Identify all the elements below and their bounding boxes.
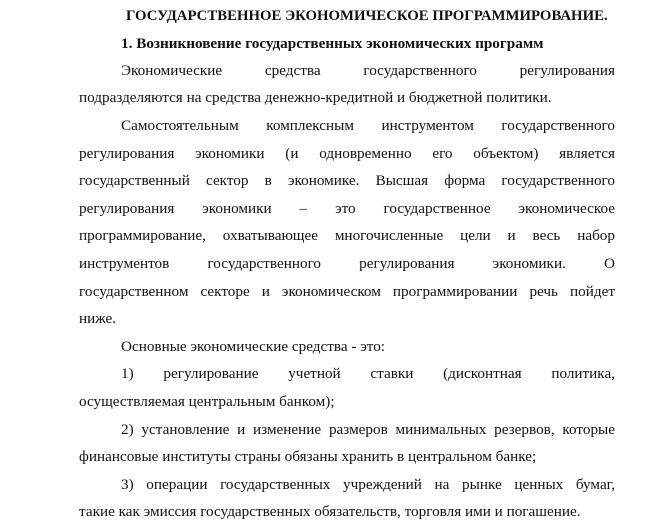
list-item-1-line-2: осуществляемая центральным банком);	[79, 393, 335, 410]
section-heading: 1. Возникновение государственных экономических программ	[121, 35, 544, 52]
paragraph-2-line-1: Самостоятельным комплексным инструментом государственного	[121, 117, 615, 134]
paragraph-2-line-6: инструментов государственного регулирования экономики. О	[79, 255, 615, 272]
paragraph-2-line-2: регулирования экономики (и одновременно его объектом) является	[79, 145, 615, 162]
paragraph-2-line-5: программирование, охватывающее многочисленные цели и весь набор	[79, 227, 615, 244]
list-item-3-line-1: 3) операции государственных учреждений на рынке ценных бумаг,	[121, 476, 615, 493]
list-item-2-line-1: 2) установление и изменение размеров минимальных резервов, которые	[121, 421, 615, 438]
paragraph-2-line-8: ниже.	[79, 310, 117, 327]
list-item-3-line-2: такие как эмиссия государственных обязательств, торговля ими и погашение.	[79, 503, 581, 520]
list-item-1-line-1: 1) регулирование учетной ставки (дисконтная политика,	[121, 365, 615, 382]
paragraph-1-line-1: Экономические средства государственного регулирования	[121, 62, 615, 79]
list-item-2-line-2: финансовые институты страны обязаны хранить в центральном банке;	[79, 448, 537, 465]
paragraph-1-line-2: подразделяются на средства денежно-кредитной и бюджетной политики.	[79, 89, 552, 106]
paragraph-2-line-3: государственный сектор в экономике. Высшая форма государственного	[79, 172, 615, 189]
paragraph-2-line-7: государственном секторе и экономическом программировании речь пойдет	[79, 283, 615, 300]
paragraph-2-line-4: регулирования экономики – это государственное экономическое	[79, 200, 615, 217]
paragraph-3-line-1: Основные экономические средства - это:	[121, 338, 386, 355]
document-title: ГОСУДАРСТВЕННОЕ ЭКОНОМИЧЕСКОЕ ПРОГРАММИРОВАНИЕ.	[126, 8, 608, 24]
